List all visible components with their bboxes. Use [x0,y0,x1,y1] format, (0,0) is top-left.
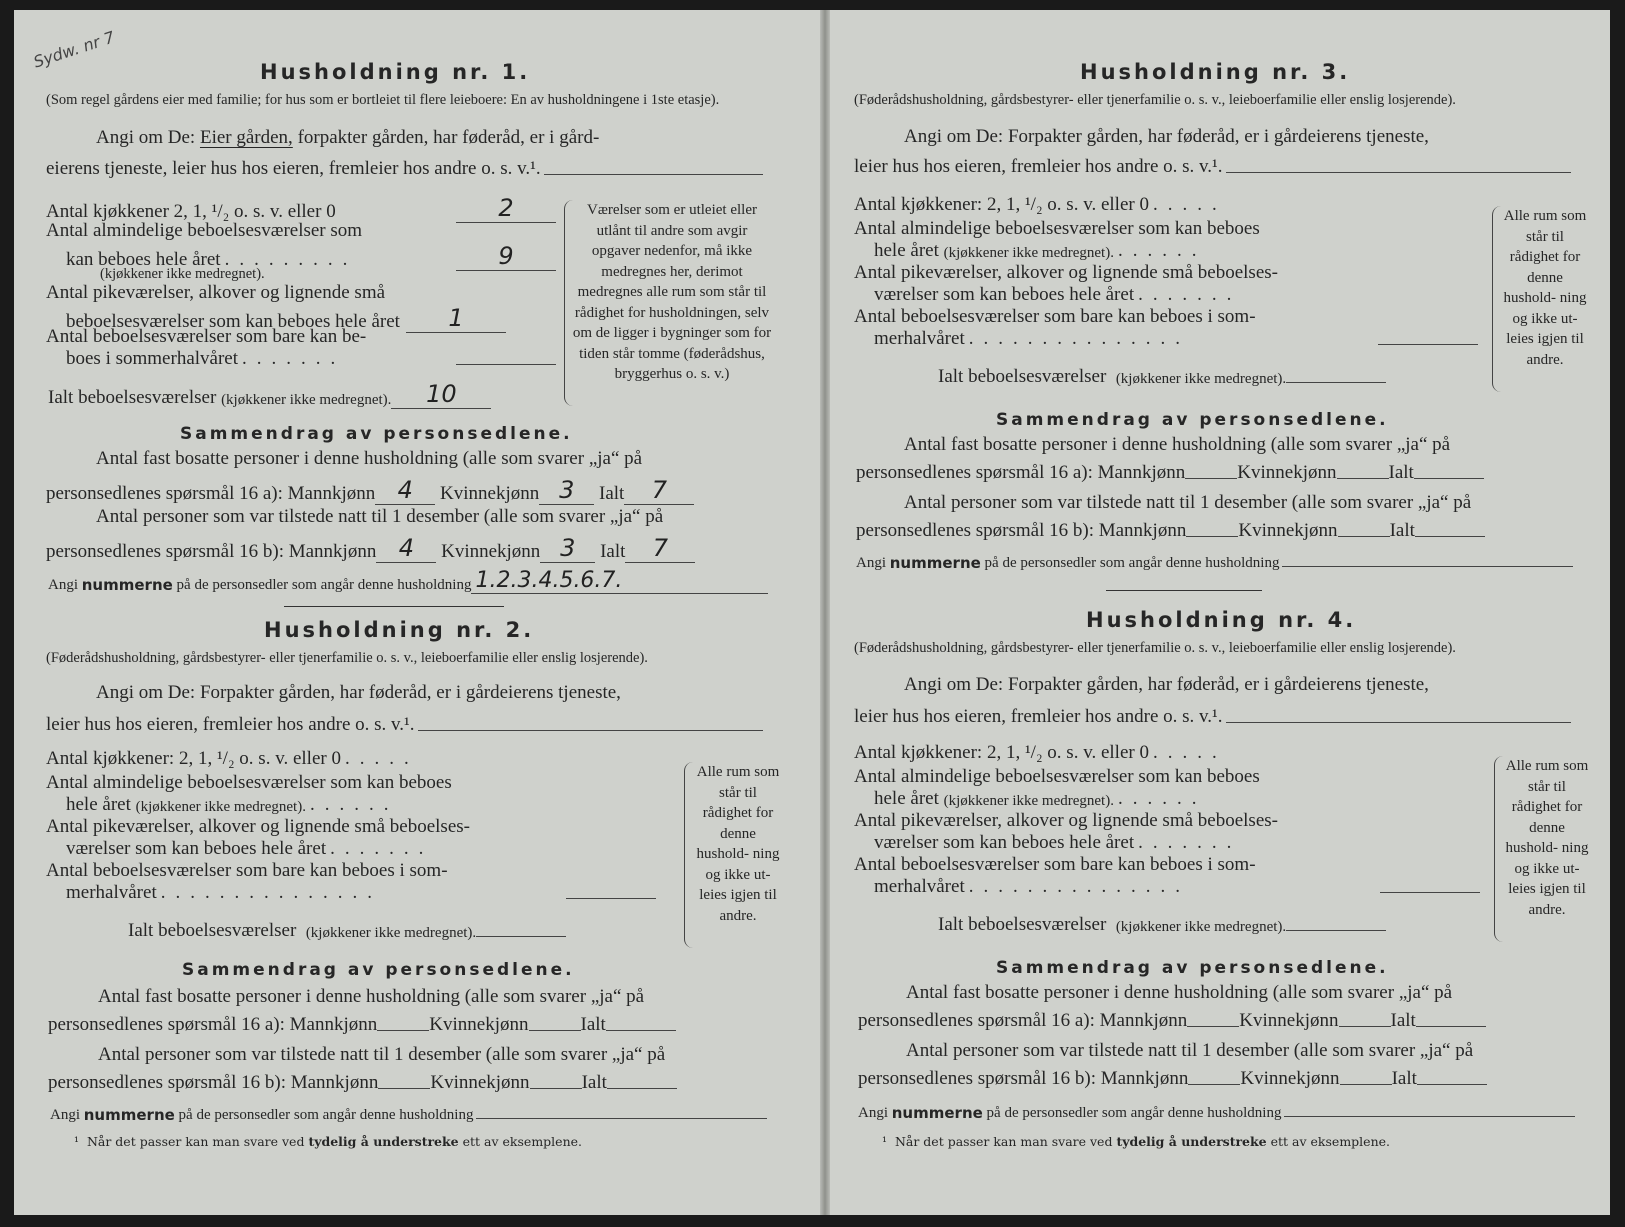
h1-tilstede-kvinne: 3 [540,534,595,563]
h4-tilstede-line1: Antal personer som var tilstede natt til 1 desember (alle som svarer „ja“ på [906,1040,1474,1061]
h1-side-note: Værelser som er utleiet eller utlånt til andre som avgir opgaver nedenfor, må ikke medregnes her, derimot medregnes alle rum som står til rådighet for husholdningen, selv om de ligger i bygninger som for tiden står tomme (føderådshus, bryggerhus o. s. v.) [572,202,772,382]
h3-side-note: Alle rum som står til rådighet for denne hushold- ning og ikke ut- leies igjen til andre. [1503,208,1587,368]
h1-pike-value: 1 [406,304,506,333]
h4-alm-row: hele året (kjøkkener ikke medregnet). ...... [874,788,1207,809]
h3-sommer-row: merhalvåret ............... [874,328,1478,350]
h3-nummer-row: Angi nummerne på de personsedler som angår denne husholdning [856,554,1576,572]
left-page [14,10,820,1215]
right-page [830,10,1610,1215]
h2-ialt-row: Ialt beboelsesværelser (kjøkkener ikke medregnet). [128,920,656,942]
h3-kjokkener-row: Antal kjøkkener: 2, 1, ¹/₂ o. s. v. eller 0 ..... [854,194,1227,215]
h2-angi-line1: Angi om De: Forpakter gården, har føderåd, er i gårdeierens tjeneste, [96,682,621,703]
h3-alm-row: hele året (kjøkkener ikke medregnet). ...... [874,240,1207,261]
h2-fast-line1: Antal fast bosatte personer i denne husholdning (alle som svarer „ja“ på [98,986,645,1007]
h2-tilstede-row: personsedlenes spørsmål 16 b): Mannkjønn Kvinnekjønn Ialt [48,1072,768,1094]
h1-tilstede-row: personsedlenes spørsmål 16 b): Mannkjønn 4 Kvinnekjønn 3 Ialt 7 [46,534,766,563]
h1-pike-row: beboelsesværelser som kan beboes hele året 1 [66,304,556,333]
h3-pike-row: værelser som kan beboes hele året ....... [874,284,1242,305]
h1-nummer-value: 1.2.3.4.5.6.7. [471,568,768,594]
h2-sommer-label1: Antal beboelsesværelser som bare kan beboes i som- [46,860,448,881]
household-1-title: Husholdning nr. 1. [260,60,531,84]
household-2-note: (Føderådshusholdning, gårdsbestyrer- eller tjenerfamilie o. s. v., leieboerfamilie eller enslig losjerende). [46,650,648,666]
h3-brace [1492,206,1501,392]
h3-sommer-label1: Antal beboelsesværelser som bare kan beboes i som- [854,306,1256,327]
h4-sommer-row: merhalvåret ............... [874,876,1480,898]
h2-pike-row: værelser som kan beboes hele året ....... [66,838,434,859]
h4-fast-line1: Antal fast bosatte personer i denne husholdning (alle som svarer „ja“ på [906,982,1453,1003]
household-3-title: Husholdning nr. 3. [1080,60,1351,84]
h4-angi-line2: leier hus hos eieren, fremleier hos andre o. s. v.¹. [854,706,1574,728]
h2-alm-label1: Antal almindelige beboelsesværelser som kan beboes [46,772,452,793]
household-1-angi-line2: eierens tjeneste, leier hus hos eieren, fremleier hos andre o. s. v.¹. [46,158,766,180]
h4-sommer-label1: Antal beboelsesværelser som bare kan beboes i som- [854,854,1256,875]
h1-nummer-row: Angi nummerne på de personsedler som angår denne husholdning 1.2.3.4.5.6.7. [48,568,768,594]
h1-fast-mann: 4 [375,476,435,505]
h4-side-note: Alle rum som står til rådighet for denne hushold- ning og ikke ut- leies igjen til andre. [1505,758,1589,918]
divider [284,606,504,607]
h4-fast-row: personsedlenes spørsmål 16 a): Mannkjønn Kvinnekjønn Ialt [858,1010,1578,1032]
h3-angi-line1: Angi om De: Forpakter gården, har føderåd, er i gårdeierens tjeneste, [904,126,1429,147]
h1-tilstede-mann: 4 [376,534,436,563]
household-1-note: (Som regel gårdens eier med familie; for hus som er bortleiet til flere leieboere: En av husholdningene i 1ste etasje). [46,92,720,108]
h2-kjokkener-row: Antal kjøkkener: 2, 1, ¹/₂ o. s. v. eller 0 ..... [46,748,419,769]
h2-summary-title: Sammendrag av personsedlene. [182,960,575,980]
h2-nummer-row: Angi nummerne på de personsedler som angår denne husholdning [50,1106,770,1124]
h4-alm-label1: Antal almindelige beboelsesværelser som kan beboes [854,766,1260,787]
h3-angi-line2: leier hus hos eieren, fremleier hos andre o. s. v.¹. [854,156,1574,178]
h1-alm-label1: Antal almindelige beboelsesværelser som [46,220,363,241]
h1-kjokkener-row: Antal kjøkkener 2, 1, ¹/₂ o. s. v. eller 0 2 [46,194,556,223]
h1-fast-line1: Antal fast bosatte personer i denne husholdning (alle som svarer „ja“ på [96,448,643,469]
h1-sommer-label1: Antal beboelsesværelser som bare kan be- [46,326,367,347]
h3-ialt-row: Ialt beboelsesværelser (kjøkkener ikke medregnet). [938,366,1478,388]
h1-pike-label1: Antal pikeværelser, alkover og lignende små [46,282,386,303]
h2-sommer-row: merhalvåret ............... [66,882,656,904]
h4-brace [1494,756,1503,942]
h2-tilstede-line1: Antal personer som var tilstede natt til 1 desember (alle som svarer „ja“ på [98,1044,666,1065]
h1-tilstede-ialt: 7 [625,534,695,563]
margin-note: Sydw. nr 7 [31,27,117,72]
h4-summary-title: Sammendrag av personsedlene. [996,958,1389,978]
h3-fast-row: personsedlenes spørsmål 16 a): Mannkjønn Kvinnekjønn Ialt [856,462,1576,484]
h2-pike-label1: Antal pikeværelser, alkover og lignende små beboelses- [46,816,470,837]
answer-underlined-owner: Eier gården, [199,127,293,148]
h4-kjokkener-row: Antal kjøkkener: 2, 1, ¹/₂ o. s. v. eller 0 ..... [854,742,1227,763]
h4-pike-row: værelser som kan beboes hele året ....... [874,832,1242,853]
household-4-note: (Føderådshusholdning, gårdsbestyrer- eller tjenerfamilie o. s. v., leieboerfamilie eller enslig losjerende). [854,640,1456,656]
h3-fast-line1: Antal fast bosatte personer i denne husholdning (alle som svarer „ja“ på [904,434,1451,455]
h1-ialt-value: 10 [391,380,491,409]
h1-kjokkener-value: 2 [456,194,556,223]
h1-ialt-row: Ialt beboelsesværelser (kjøkkener ikke medregnet). 10 [48,380,556,409]
h3-tilstede-row: personsedlenes spørsmål 16 b): Mannkjønn Kvinnekjønn Ialt [856,520,1576,542]
h1-fast-row: personsedlenes spørsmål 16 a): Mannkjønn 4 Kvinnekjønn 3 Ialt 7 [46,476,766,505]
h1-fast-kvinne: 3 [539,476,594,505]
h1-sommer-row: boes i sommerhalvåret ....... [66,348,556,370]
h1-alm-note: (kjøkkener ikke medregnet). [100,266,265,282]
household-1-angi-line1: Angi om De: Eier gården, forpakter gården, har føderåd, er i gård- [96,127,600,148]
h1-alm-row: kan beboes hele året ......... 9 [66,242,556,271]
h3-alm-label1: Antal almindelige beboelsesværelser som kan beboes [854,218,1260,239]
h3-summary-title: Sammendrag av personsedlene. [996,410,1389,430]
h4-nummer-row: Angi nummerne på de personsedler som angår denne husholdning [858,1104,1578,1122]
household-2-title: Husholdning nr. 2. [264,618,535,642]
h2-alm-row: hele året (kjøkkener ikke medregnet). ...... [66,794,399,815]
h2-side-note: Alle rum som står til rådighet for denne hushold- ning og ikke ut- leies igjen til andre. [696,764,780,924]
footnote-left: ¹ Når det passer kan man svare ved tydelig å understreke ett av eksemplene. [74,1134,582,1149]
h1-tilstede-line1: Antal personer som var tilstede natt til 1 desember (alle som svarer „ja“ på [96,506,664,527]
household-4-title: Husholdning nr. 4. [1086,608,1357,632]
h1-alm-value: 9 [456,242,556,271]
h1-summary-title: Sammendrag av personsedlene. [180,424,573,444]
census-form-sheet [14,10,1610,1215]
h2-angi-line2: leier hus hos eieren, fremleier hos andre o. s. v.¹. [46,714,766,736]
h4-tilstede-row: personsedlenes spørsmål 16 b): Mannkjønn Kvinnekjønn Ialt [858,1068,1578,1090]
h4-ialt-row: Ialt beboelsesværelser (kjøkkener ikke medregnet). [938,914,1480,936]
h4-angi-line1: Angi om De: Forpakter gården, har føderåd, er i gårdeierens tjeneste, [904,674,1429,695]
h3-pike-label1: Antal pikeværelser, alkover og lignende små beboelses- [854,262,1278,283]
h1-fast-ialt: 7 [624,476,694,505]
h2-fast-row: personsedlenes spørsmål 16 a): Mannkjønn Kvinnekjønn Ialt [48,1014,768,1036]
h3-tilstede-line1: Antal personer som var tilstede natt til 1 desember (alle som svarer „ja“ på [904,492,1472,513]
h4-pike-label1: Antal pikeværelser, alkover og lignende små beboelses- [854,810,1278,831]
footnote-right: ¹ Når det passer kan man svare ved tydelig å understreke ett av eksemplene. [882,1134,1390,1149]
divider [1106,590,1262,591]
page-fold [820,10,830,1215]
h2-brace [684,762,693,948]
household-3-note: (Føderådshusholdning, gårdsbestyrer- eller tjenerfamilie o. s. v., leieboerfamilie eller enslig losjerende). [854,92,1456,108]
